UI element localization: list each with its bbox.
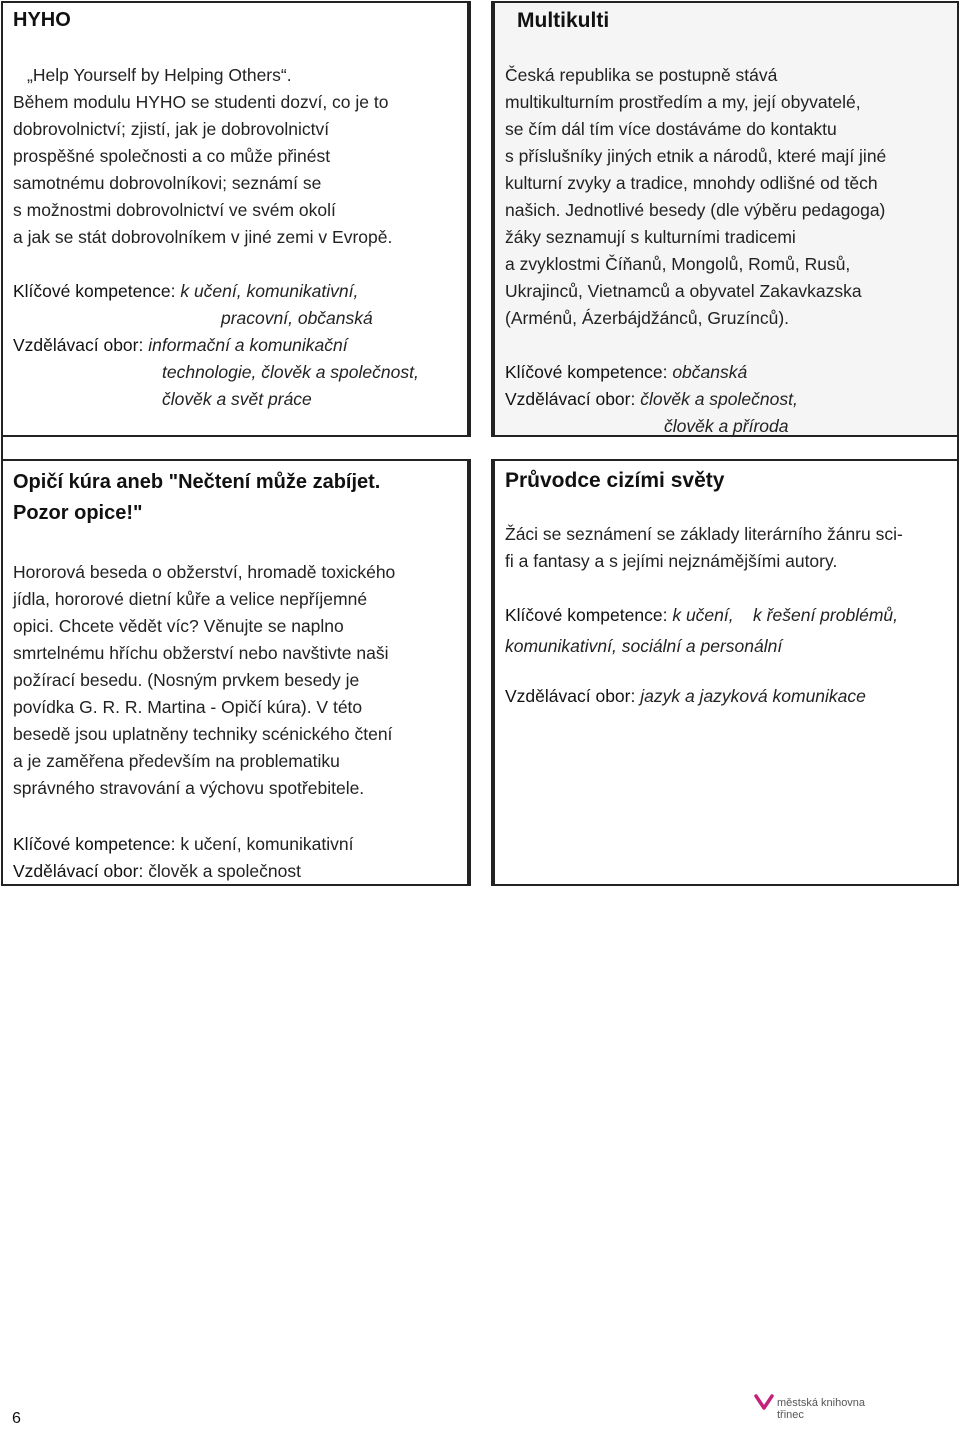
- multikulti-obor: [505, 386, 798, 413]
- multikulti-title: Multikulti: [517, 9, 610, 32]
- multikulti-line-10: (Arménů, Ázerbájdžánců, Gruzínců).: [505, 308, 790, 328]
- hyho-title: HYHO: [13, 9, 71, 31]
- pruvodce-obor: [505, 683, 866, 710]
- kompetence-label: Klíčové kompetence:: [13, 281, 176, 301]
- opici-line-6: povídka G. R. R. Martina - Opičí kúra). V této: [13, 697, 363, 717]
- hyho-obor-cont-2: člověk a svět práce: [162, 389, 312, 409]
- multikulti-obor-cont: člověk a příroda: [664, 416, 789, 436]
- multikulti-line-9: Ukrajinců, Vietnamců a obyvatel Zakavkazska: [505, 281, 862, 301]
- opici-line-5: požírací besedu. (Nosným prvkem besedy je: [13, 670, 360, 690]
- hyho-line-4: prospěšné společnosti a co může přinést: [13, 146, 331, 166]
- obor-label: Vzdělávací obor:: [13, 861, 144, 881]
- library-logo-text: [777, 1397, 865, 1421]
- hyho-line-1: „Help Yourself by Helping Others“.: [27, 65, 292, 85]
- column-spacer-top: [469, 1, 493, 437]
- multikulti-line-1: Česká republika se postupně stává: [505, 65, 778, 85]
- opici-line-7: besedě jsou uplatněny techniky scénického čtení: [13, 724, 393, 744]
- hyho-line-5: samotnému dobrovolníkovi; seznámí se: [13, 173, 322, 193]
- opici-line-3: opici. Chcete vědět víc? Věnujte se naplno: [13, 616, 344, 636]
- hyho-obor: [13, 332, 348, 359]
- row-spacer: [1, 437, 959, 459]
- kompetence-value: občanská: [672, 362, 748, 382]
- multikulti-line-2: multikulturním prostředím a my, její obyvatelé,: [505, 92, 861, 112]
- multikulti-line-7: žáky seznamují s kulturními tradicemi: [505, 227, 796, 247]
- kompetence-value: k učení, komunikativní: [180, 834, 354, 854]
- logo-line-1: městská knihovna: [777, 1397, 866, 1409]
- column-spacer-bottom: [469, 459, 493, 886]
- hyho-line-6: s možnostmi dobrovolnictví ve svém okolí: [13, 200, 336, 220]
- obor-value: informační a komunikační: [148, 335, 348, 355]
- obor-value: člověk a společnost: [148, 861, 301, 881]
- multikulti-line-3: se čím dál tím více dostáváme do kontaktu: [505, 119, 837, 139]
- cell-opici-kura: [1, 459, 469, 886]
- multikulti-line-8: a zvyklostmi Číňanů, Mongolů, Romů, Rusů,: [505, 254, 851, 274]
- opici-line-2: jídla, hororové dietní kůře a velice nepříjemné: [13, 589, 368, 609]
- pruvodce-line-1: Žáci se seznámení se základy literárního žánru sci-: [505, 524, 903, 544]
- multikulti-line-5: kulturní zvyky a tradice, mnohdy odlišné od těch: [505, 173, 878, 193]
- multikulti-kompetence: [505, 359, 747, 386]
- opici-line-1: Hororová beseda o obžerství, hromadě toxického: [13, 562, 396, 582]
- opici-line-4: smrtelnému hříchu obžerství nebo navštivte naši: [13, 643, 389, 663]
- obor-label: Vzdělávací obor:: [505, 686, 636, 706]
- multikulti-line-4: s příslušníky jiných etnik a národů, které mají jiné: [505, 146, 887, 166]
- opici-line-9: správného stravování a výchovu spotřebitele.: [13, 778, 365, 798]
- opici-kompetence: [13, 831, 353, 858]
- kompetence-label: Klíčové kompetence:: [505, 605, 668, 625]
- kompetence-value: k učení, k řešení problémů,: [672, 605, 898, 625]
- multikulti-line-6: našich. Jednotlivé besedy (dle výběru pedagoga): [505, 200, 886, 220]
- pruvodce-kompetence: [505, 602, 898, 629]
- kompetence-label: Klíčové kompetence:: [505, 362, 668, 382]
- pruvodce-kompetence-cont: komunikativní, sociální a personální: [505, 636, 783, 656]
- page-number: 6: [12, 1410, 21, 1427]
- kompetence-label: Klíčové kompetence:: [13, 834, 176, 854]
- hyho-line-7: a jak se stát dobrovolníkem v jiné zemi v Evropě.: [13, 227, 393, 247]
- hyho-kompetence: [13, 278, 358, 305]
- opici-title-line-2: Pozor opice!": [13, 502, 143, 524]
- obor-label: Vzdělávací obor:: [13, 335, 144, 355]
- hyho-line-3: dobrovolnictví; zjistí, jak je dobrovolnictví: [13, 119, 330, 139]
- pruvodce-title: Průvodce cizími světy: [505, 469, 725, 492]
- logo-line-2: třinec: [777, 1409, 804, 1421]
- hyho-line-2: Během modulu HYHO se studenti dozví, co je to: [13, 92, 389, 112]
- kompetence-value: k učení, komunikativní,: [180, 281, 359, 301]
- opici-obor: [13, 858, 301, 885]
- obor-value: jazyk a jazyková komunikace: [640, 686, 866, 706]
- obor-value: člověk a společnost,: [640, 389, 798, 409]
- hyho-obor-cont-1: technologie, člověk a společnost,: [162, 362, 419, 382]
- cell-hyho: [1, 1, 469, 437]
- cell-pruvodce: [493, 459, 959, 886]
- pruvodce-line-2: fi a fantasy a s jejími nejznámějšími autory.: [505, 551, 838, 571]
- hyho-kompetence-cont: pracovní, občanská: [221, 308, 373, 328]
- cell-multikulti: [493, 1, 959, 437]
- obor-label: Vzdělávací obor:: [505, 389, 636, 409]
- opici-title-line-1: Opičí kúra aneb "Nečtení může zabíjet.: [13, 471, 381, 493]
- opici-line-8: a je zaměřena především na problematiku: [13, 751, 340, 771]
